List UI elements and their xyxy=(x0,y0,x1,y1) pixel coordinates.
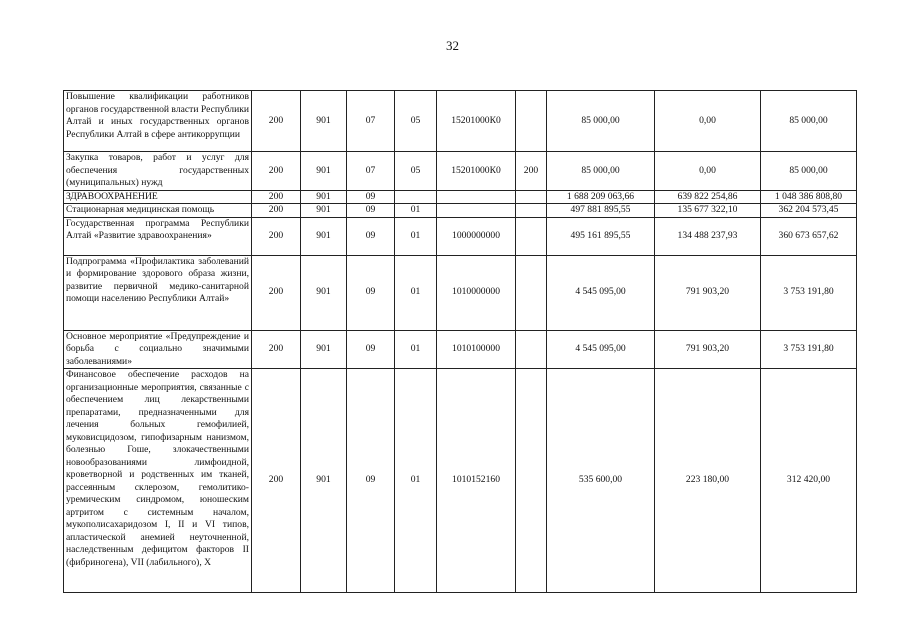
table-row xyxy=(64,217,857,255)
cell-amount-2: 791 903,20 xyxy=(655,255,761,330)
cell-pr: 01 xyxy=(395,217,437,255)
cell-rz: 09 xyxy=(347,330,395,369)
cell-csr: 15201000К0 xyxy=(437,91,516,152)
cell-kvsr: 200 xyxy=(252,330,301,369)
cell-pr: 01 xyxy=(395,255,437,330)
cell-amount-3: 1 048 386 808,80 xyxy=(761,190,857,204)
cell-vr xyxy=(516,369,547,593)
cell-vr xyxy=(516,204,547,218)
table-row xyxy=(64,190,857,204)
row-name: Стационарная медицинская помощь xyxy=(64,204,252,218)
cell-amount-1: 4 545 095,00 xyxy=(547,255,655,330)
cell-amount-3: 85 000,00 xyxy=(761,152,857,191)
cell-amount-2: 134 488 237,93 xyxy=(655,217,761,255)
table-row xyxy=(64,152,857,191)
budget-table xyxy=(63,90,857,593)
page-number: 32 xyxy=(446,38,459,53)
cell-amount-2: 791 903,20 xyxy=(655,330,761,369)
cell-amount-1: 495 161 895,55 xyxy=(547,217,655,255)
cell-rz: 09 xyxy=(347,204,395,218)
table-row xyxy=(64,255,857,330)
cell-pr: 01 xyxy=(395,204,437,218)
cell-grbs: 901 xyxy=(301,190,347,204)
cell-amount-1: 4 545 095,00 xyxy=(547,330,655,369)
row-name: Закупка товаров, работ и услуг для обеспечения государственных (муниципальных) нужд xyxy=(64,152,252,191)
cell-grbs: 901 xyxy=(301,369,347,593)
cell-pr xyxy=(395,190,437,204)
cell-vr: 200 xyxy=(516,152,547,191)
cell-amount-1: 535 600,00 xyxy=(547,369,655,593)
cell-kvsr: 200 xyxy=(252,91,301,152)
cell-grbs: 901 xyxy=(301,91,347,152)
cell-kvsr: 200 xyxy=(252,255,301,330)
cell-csr: 15201000К0 xyxy=(437,152,516,191)
cell-grbs: 901 xyxy=(301,330,347,369)
row-name: Основное мероприятие «Предупреждение и борьба с социально значимыми заболеваниями» xyxy=(64,330,252,369)
cell-rz: 09 xyxy=(347,190,395,204)
cell-kvsr: 200 xyxy=(252,217,301,255)
cell-amount-2: 0,00 xyxy=(655,91,761,152)
cell-amount-2: 0,00 xyxy=(655,152,761,191)
cell-kvsr: 200 xyxy=(252,369,301,593)
cell-vr xyxy=(516,330,547,369)
cell-csr: 1010000000 xyxy=(437,255,516,330)
cell-amount-1: 1 688 209 063,66 xyxy=(547,190,655,204)
cell-amount-3: 85 000,00 xyxy=(761,91,857,152)
cell-amount-1: 497 881 895,55 xyxy=(547,204,655,218)
cell-vr xyxy=(516,91,547,152)
cell-amount-2: 223 180,00 xyxy=(655,369,761,593)
table-row xyxy=(64,204,857,218)
cell-rz: 09 xyxy=(347,369,395,593)
cell-grbs: 901 xyxy=(301,255,347,330)
table-row xyxy=(64,91,857,152)
cell-csr xyxy=(437,204,516,218)
cell-amount-1: 85 000,00 xyxy=(547,152,655,191)
cell-amount-2: 135 677 322,10 xyxy=(655,204,761,218)
cell-pr: 05 xyxy=(395,91,437,152)
cell-csr: 1010100000 xyxy=(437,330,516,369)
table-row xyxy=(64,369,857,593)
cell-pr: 01 xyxy=(395,330,437,369)
cell-amount-3: 312 420,00 xyxy=(761,369,857,593)
row-name: Повышение квалификации работников органов государственной власти Республики Алтай и иных государственных органов Республики Алтай в сфере антикоррупции xyxy=(64,91,252,152)
cell-amount-3: 362 204 573,45 xyxy=(761,204,857,218)
cell-vr xyxy=(516,217,547,255)
cell-csr: 1000000000 xyxy=(437,217,516,255)
cell-grbs: 901 xyxy=(301,152,347,191)
cell-amount-3: 360 673 657,62 xyxy=(761,217,857,255)
cell-amount-3: 3 753 191,80 xyxy=(761,330,857,369)
cell-amount-3: 3 753 191,80 xyxy=(761,255,857,330)
cell-kvsr: 200 xyxy=(252,190,301,204)
cell-rz: 07 xyxy=(347,91,395,152)
cell-csr: 1010152160 xyxy=(437,369,516,593)
cell-kvsr: 200 xyxy=(252,152,301,191)
cell-grbs: 901 xyxy=(301,217,347,255)
row-name: Финансовое обеспечение расходов на организационные мероприятия, связанные с обеспечением лиц лекарственными препаратами, предназначенными для лечения больных гемофилией, муковисцидозом, гипофизарным нанизмом, болезнью Гоше, злокачественными новообразованиями лимфоидной, кроветворной и родственных им тканей, рассеянным склерозом, гемолитико-уремическим синдромом, юношеским артритом с системным началом, мукополисахаридозом I, II и VI типов, апластической анемией неуточненной, наследственным дефицитом факторов II (фибриногена), VII (лабильного), X xyxy=(64,369,252,593)
row-name: ЗДРАВООХРАНЕНИЕ xyxy=(64,190,252,204)
row-name: Государственная программа Республики Алтай «Развитие здравоохранения» xyxy=(64,217,252,255)
cell-rz: 09 xyxy=(347,255,395,330)
cell-csr xyxy=(437,190,516,204)
cell-vr xyxy=(516,190,547,204)
cell-pr: 01 xyxy=(395,369,437,593)
cell-amount-2: 639 822 254,86 xyxy=(655,190,761,204)
cell-rz: 09 xyxy=(347,217,395,255)
cell-grbs: 901 xyxy=(301,204,347,218)
table-row xyxy=(64,330,857,369)
row-name: Подпрограмма «Профилактика заболеваний и формирование здорового образа жизни, развитие первичной медико-санитарной помощи населению Республики Алтай» xyxy=(64,255,252,330)
cell-pr: 05 xyxy=(395,152,437,191)
cell-amount-1: 85 000,00 xyxy=(547,91,655,152)
cell-vr xyxy=(516,255,547,330)
cell-rz: 07 xyxy=(347,152,395,191)
cell-kvsr: 200 xyxy=(252,204,301,218)
